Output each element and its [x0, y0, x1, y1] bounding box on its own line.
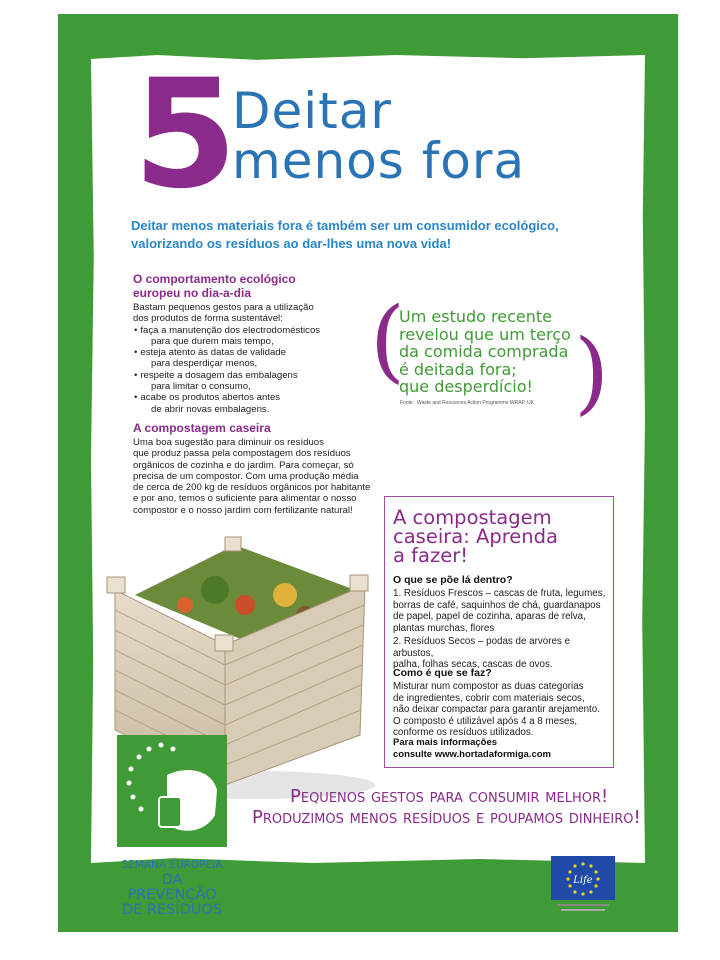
text-line: de cerca de 200 kg de resíduos orgânicos por habitante [133, 482, 371, 494]
howto-question-2: Como é que se faz? [393, 667, 492, 679]
section-heading-compost: A compostagem caseira [133, 421, 271, 435]
howto-title [393, 508, 603, 565]
heading-number: 5 [133, 48, 234, 222]
section-heading-eco [133, 272, 296, 300]
title-line-2: menos fora [232, 132, 526, 190]
list-item: • faça a manutenção dos electrodomésticos para que durem mais tempo, [133, 325, 373, 348]
text-line: Bastam pequenos gestos para a utilização [133, 302, 314, 313]
quote-line: é deitada fora; [399, 359, 517, 379]
intro-line: valorizando os resíduos ao dar-lhes uma nova vida! [131, 236, 452, 251]
text-line: orgânicos de cozinha e do jardim. Para começar, só [133, 459, 354, 471]
eu-life-logo [551, 856, 615, 914]
list-item: • acabe os produtos abertos antes de abrir novas embalagens. [133, 392, 373, 415]
text-line: Misturar num compostor as duas categorias [393, 681, 584, 692]
howto-title-line: A compostagem [393, 506, 552, 529]
text-line: precisa de um compostor. Com uma produção média [133, 470, 359, 482]
life-logo-text: Life [573, 875, 593, 886]
section-text-eco [133, 302, 373, 415]
howto-question-1: O que se põe lá dentro? [393, 574, 513, 586]
text-line: compostor e o nosso jardim com fertilizante natural! [133, 504, 353, 516]
logo-text-line: SEMANA EUROPEIA [121, 859, 223, 871]
howto-paragraph-3 [393, 681, 608, 739]
text-line: 2. Resíduos Secos – podas de arvores e arbustos, [393, 636, 570, 659]
text-line: plantas murchas, flores [393, 622, 495, 634]
slogan-line-1: Pequenos gestos para consumir melhor! [290, 786, 609, 807]
text-line: borras de café, saquinhos de chá, guardanapos [393, 599, 601, 611]
intro-text [131, 217, 601, 253]
list-item: • respeite a dosagem das embalagens para limitar o consumo, [133, 370, 373, 393]
text-line: palha, folhas secas, cascas de ovos. [393, 659, 553, 671]
howto-paragraph-1 [393, 588, 608, 634]
ewwr-logo-text [117, 858, 227, 918]
text-line: Para mais informações [393, 737, 498, 748]
quote-source: Fonte : Waste and Resources Action Programme WRAP, UK [400, 400, 534, 406]
text-line: que produz passa pela compostagem dos resíduos [133, 448, 351, 460]
text-line: 1. Resíduos Frescos – cascas de fruta, legumes, [393, 588, 606, 599]
text-line: O composto é utilizável após 4 a 8 meses, [393, 715, 578, 727]
text-line: de ingredientes, cobrir com materiais secos, [393, 692, 585, 704]
text-line: Uma boa sugestão para diminuir os resíduos [133, 437, 324, 448]
section-heading-line: O comportamento ecológico [133, 272, 296, 286]
tips-list [133, 325, 373, 415]
text-line: não deixar compactar para garantir arejamento. [393, 704, 600, 716]
howto-title-line: a fazer! [393, 544, 469, 567]
quote-line: da comida comprada [399, 342, 569, 361]
text-line: de papel, papel de cozinha, aparas de relva, [393, 611, 586, 623]
section-text-compost [133, 437, 373, 516]
quote-text [399, 308, 589, 396]
quote-close-paren: ) [574, 320, 610, 425]
ewwr-logo-graphic [117, 735, 227, 847]
logo-text-line: DE RESÍDUOS [121, 902, 223, 918]
list-item: • esteja atento às datas de validade para desperdiçar menos, [133, 347, 373, 370]
ewwr-logo [117, 735, 227, 918]
section-heading-line: europeu no dia-a-dia [133, 286, 252, 300]
howto-more-info [393, 737, 551, 761]
quote-line: Um estudo recente [399, 307, 552, 326]
slogan-line-2: Produzimos menos resíduos e poupamos dinheiro! [252, 807, 641, 828]
logo-text-line: DA PREVENÇÃO [127, 872, 217, 903]
text-line: consulte www.hortadaformiga.com [393, 749, 552, 760]
intro-line: Deitar menos materiais fora é também ser um consumidor ecológico, [131, 218, 559, 233]
howto-paragraph-2 [393, 636, 608, 671]
page-title [232, 82, 526, 190]
quote-line: revelou que um terço [399, 324, 571, 344]
howto-title-line: caseira: Aprenda [393, 525, 558, 548]
quote-line: que desperdício! [399, 377, 533, 396]
quote-open-paren: ( [370, 288, 406, 393]
text-line: conforme os resíduos utilizados. [393, 727, 534, 739]
title-line-1: Deitar [232, 82, 392, 140]
text-line: dos produtos de forma sustentável: [133, 313, 283, 325]
text-line: e por ano, temos o suficiente para alimentar o nosso [133, 493, 357, 505]
